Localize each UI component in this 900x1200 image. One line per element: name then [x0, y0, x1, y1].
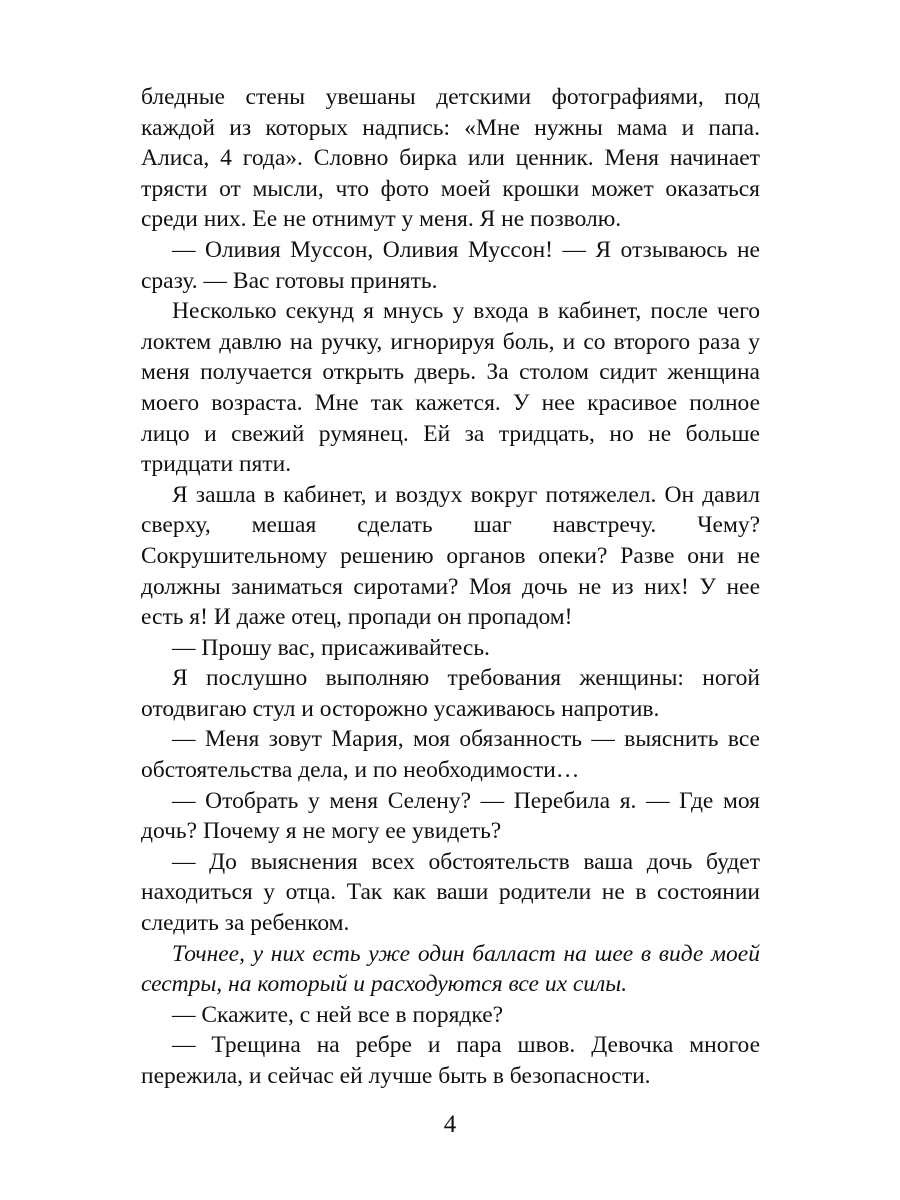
paragraph-1: бледные стены увешаны детскими фотографиями, под каждой из которых надпись: «Мне нужны мама и папа. Алиса, 4 года». Словно бирка или ценник. Меня начинает трясти от мысли, что фото моей крошки может оказаться среди них. Ее не отнимут у меня. Я не позволю.	[141, 84, 760, 233]
paragraph-2: — Оливия Муссон, Оливия Муссон! — Я отзываюсь не сразу. — Вас готовы принять.	[141, 236, 760, 294]
paragraph-7: — Меня зовут Мария, моя обязанность — выяснить все обстоятельства дела, и по необходимости…	[141, 726, 760, 784]
page-body	[141, 82, 760, 1092]
paragraph-9: — До выяснения всех обстоятельств ваша дочь будет находиться у отца. Так как ваши родители не в состоянии следить за ребенком.	[141, 848, 760, 937]
paragraph-6: Я послушно выполняю требования женщины: ногой отодвигаю стул и осторожно усаживаюсь напротив.	[141, 665, 760, 722]
paragraph-4: Я зашла в кабинет, и воздух вокруг потяжелел. Он давил сверху, мешая сделать шаг навстречу. Чему? Сокрушительному решению органов опеки? Разве они не должны заниматься сиротами? Моя дочь не из них! У нее есть я! И даже отец, пропади он пропадом!	[141, 481, 760, 631]
paragraph-11: — Скажите, с ней все в порядке?	[172, 1001, 504, 1028]
page-number: 4	[443, 1111, 457, 1138]
paragraph-8: — Отобрать у меня Селену? — Перебила я. — Где моя дочь? Почему я не могу ее увидеть?	[141, 787, 760, 845]
paragraph-10-italic-thought: Точнее, у них есть уже один балласт на шее в виде моей сестры, на который и расходуются все их силы.	[141, 940, 760, 998]
paragraph-12: — Трещина на ребре и пара швов. Девочка многое пережила, и сейчас ей лучше быть в безопасности.	[141, 1032, 760, 1089]
paragraph-5: — Прошу вас, присаживайтесь.	[172, 634, 490, 661]
paragraph-3: Несколько секунд я мнусь у входа в кабинет, после чего локтем давлю на ручку, игнорируя боль, и со второго раза у меня получается открыть дверь. За столом сидит женщина моего возраста. Мне так кажется. У нее красивое полное лицо и свежий румянец. Ей за тридцать, но не больше тридцати пяти.	[141, 298, 760, 478]
